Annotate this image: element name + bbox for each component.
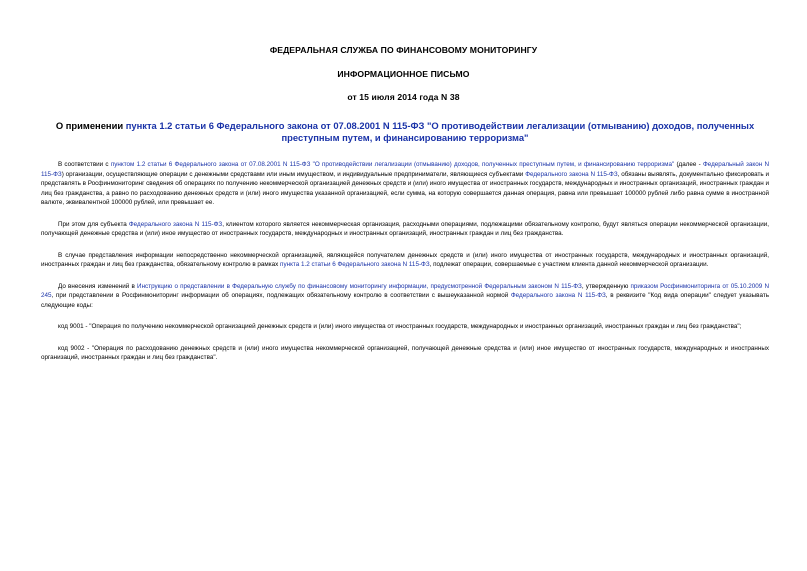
text-span: , подлежат операции, совершаемые с участием клиента данной некоммерческой организации. xyxy=(429,261,709,268)
law-link[interactable]: Федерального закона N 115-ФЗ xyxy=(510,292,606,299)
text-span: , клиентом которого является некоммерческая организация, расходными операциями, подлежащими обязательному контролю, будут являться операции некоммерческой организации, получающей денежные средства и (или) иное имущество от иностранных государств, международных и иностранных организаций, иностранных граждан и лиц без гражданства. xyxy=(41,220,769,237)
text-span: До внесения изменений в xyxy=(58,282,138,290)
law-article-link[interactable]: пунктом 1.2 статьи 6 Федерального закона от 07.08.2001 N 115-ФЗ "О противодействии легализации (отмыванию) доходов, полученных преступным путем, и финансированию терроризма" xyxy=(110,161,675,168)
instruction-link[interactable]: Инструкцию о представлении в Федеральную службу по финансовому мониторингу информации, предусмотренной Федеральным законом N 115-ФЗ xyxy=(137,282,582,290)
paragraph-3 xyxy=(41,251,769,270)
agency-title: ФЕДЕРАЛЬНАЯ СЛУЖБА ПО ФИНАНСОВОМУ МОНИТОРИНГУ xyxy=(269,45,538,55)
law-link[interactable]: Федерального закона N 115-ФЗ xyxy=(525,170,618,178)
text-span: В случае представления информации непосредственно некоммерческой организацией, являющейся получателем денежных средств и (или) иного имущества от иностранных государств, международных и иностранных организаций, иностранных граждан и лиц без гражданства, обязательному контролю в рамках xyxy=(41,251,769,268)
text-span: (далее - xyxy=(674,161,703,168)
text-span: , утвержденную xyxy=(581,282,631,290)
paragraph-4 xyxy=(41,282,769,311)
text-span: При этом для субъекта xyxy=(58,220,129,228)
law-article-link[interactable]: пункта 1.2 статьи 6 Федерального закона N 115-ФЗ xyxy=(280,261,430,268)
law-link[interactable]: Федерального закона N 115-ФЗ xyxy=(128,220,223,228)
code-9001-paragraph: код 9001 - "Операция по получению некоммерческой организацией денежных средств и (или) иного имущества от иностранных государств, международных и иностранных организаций, иностранных граждан и лиц без гражданства"; xyxy=(58,323,742,330)
text-span: В соответствии с xyxy=(58,161,111,168)
document-subject xyxy=(41,120,769,144)
text-span: , обязаны выявлять, документально фиксировать и представлять в Росфинмониторинг сведения об операциях по получению некоммерческой организацией денежных средств и (или) иного имущества от иностранных государств, международных и иностранных организаций, иностранных граждан и лиц без гражданства, а равно по расходованию денежных средств и (или) иного имущества указанной организацией, если сумма, на которую совершается данная операция, равна или превышает 100000 рублей либо равна сумме в иностранной валюте, эквивалентной 100000 рублей, или превышает ее. xyxy=(41,170,770,206)
text-span: , в реквизите "Код вида операции" следует указывать следующие коды: xyxy=(41,292,769,309)
document-body xyxy=(41,160,769,375)
law-link[interactable]: Федеральный закон N 115-ФЗ xyxy=(41,161,770,178)
text-span: ) организации, осуществляющие операции с денежными средствами или иным имуществом, и индивидуальные предприниматели, являющиеся субъектами xyxy=(61,170,526,178)
order-link[interactable]: приказом Росфинмониторинга от 05.10.2009 N 245 xyxy=(41,282,770,299)
document-type: ИНФОРМАЦИОННОЕ ПИСЬМО xyxy=(337,69,470,79)
subject-law-link[interactable]: пункта 1.2 статьи 6 Федерального закона от 07.08.2001 N 115-ФЗ "О противодействии легализации (отмыванию) доходов, полученных преступным путем, и финансированию терроризма" xyxy=(125,120,755,143)
document-date-number: от 15 июля 2014 года N 38 xyxy=(347,92,460,102)
code-9002-paragraph: код 9002 - "Операция по расходованию денежных средств и (или) иного имущества некоммерческой организацией, получающей денежные средства и (или) иное имущество от иностранных государств, международных и иностранных организаций, иностранных граждан и лиц без гражданства". xyxy=(41,344,769,361)
subject-prefix: О применении xyxy=(55,120,126,131)
text-span: , при представлении в Росфинмониторинг информации об операциях, подлежащих обязательному контролю в соответствии с вышеуказанной нормой xyxy=(51,292,511,299)
paragraph-1 xyxy=(41,160,769,208)
paragraph-2 xyxy=(41,220,769,239)
